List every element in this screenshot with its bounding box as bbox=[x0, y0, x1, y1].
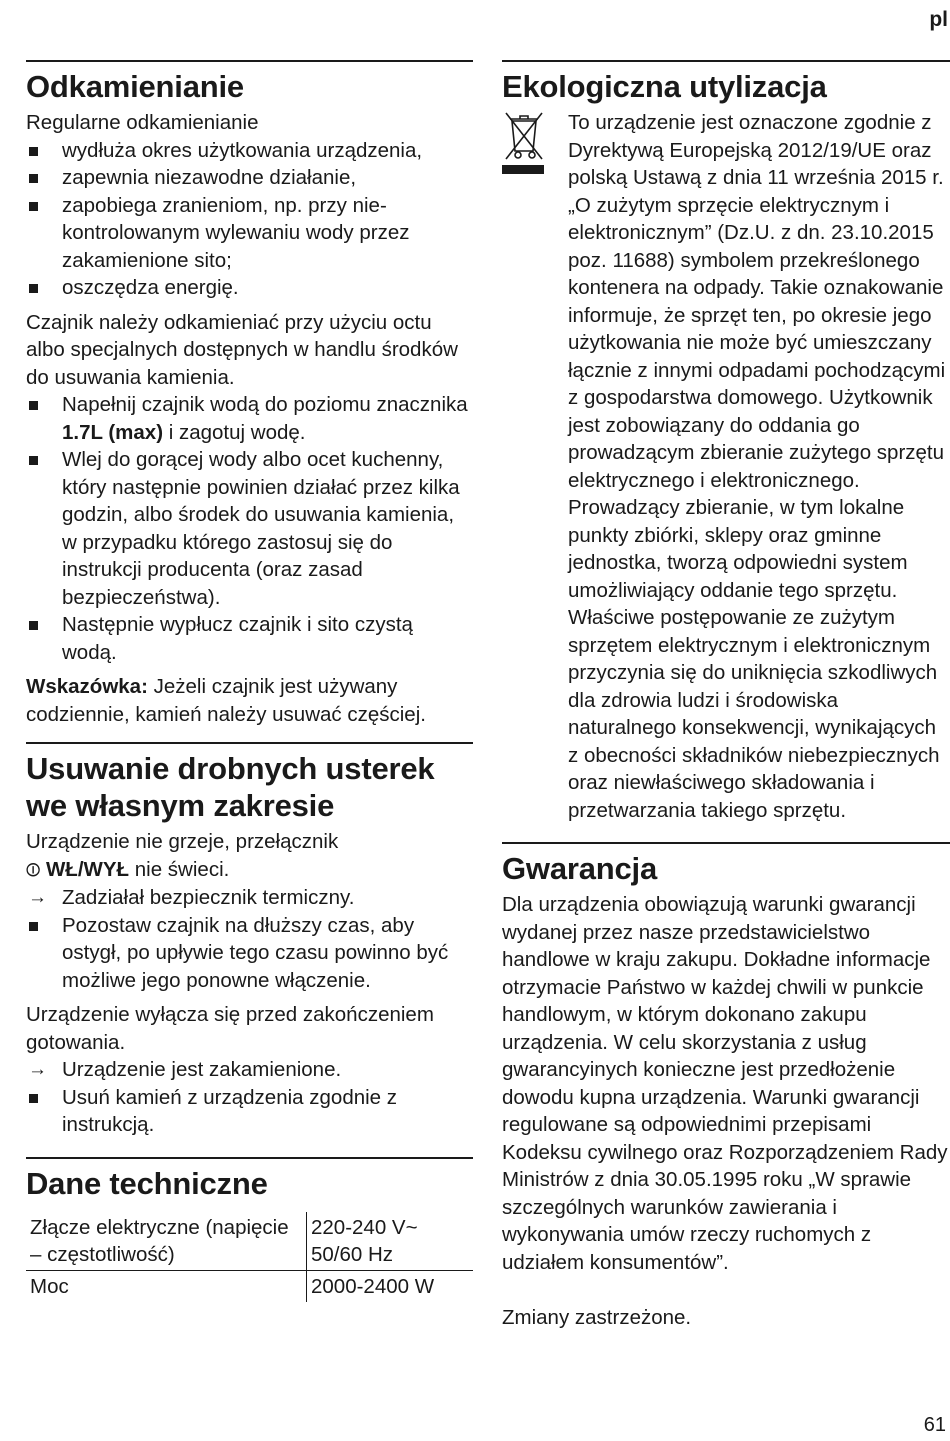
list-item: zapewnia niezawodne działanie, bbox=[26, 164, 473, 192]
table-row: Moc 2000-2400 W bbox=[26, 1270, 473, 1302]
tip-label: Wskazówka: bbox=[26, 675, 148, 698]
disposal-text: To urządzenie jest oznaczone zgodnie z Dyrektywą Europejską 2012/19/UE oraz polską Ustawą z dnia 11 września 2015 r. „O zużytym sprzęcie elektrycznym i elektronicznym” (Dz.U. z dn. 23.10.2015 poz. 11688) symbolem przekreślonego kontenera na odpady. Takie oznakowanie informuje, że sprzęt ten, po okresie jego użytkowania nie może być umieszczany łącznie z innymi odpadami pochodzącymi z gospodarstwa domowego. Użytkownik jest zobowiązany do oddania go prowadzącym zbieranie zużytego sprzętu elektrycznego i elektronicznego. Prowadzący zbieranie, w tym lokalne punkty zbiórki, sklepy oraz gminne jednostka, tworzą odpowiedni system umożliwiający oddanie tego sprzętu. Właściwe postępowanie ze zużytym sprzętem elektrycznym i elektronicznym przyczynia się do uniknięcia szkodliwych dla zdrowia ludzi i środowiska naturalnego konsekwencji, wynikających z obecności składników niebezpiecznych oraz niewłaściwego składowania i przetwarzania takiego sprzętu. bbox=[568, 111, 946, 822]
arrow-right-icon: → bbox=[28, 887, 47, 908]
max-mark-label: 1.7L (max) bbox=[62, 420, 164, 444]
problem-2: Urządzenie wyłącza się przed zakończeniem gotowania. bbox=[26, 1003, 434, 1054]
section-divider bbox=[26, 60, 473, 62]
section-troubleshooting bbox=[26, 742, 473, 1139]
section-title: Dane techniczne bbox=[26, 1165, 268, 1201]
language-code: pl bbox=[929, 8, 948, 31]
fix-item: Pozostaw czajnik na dłuższy czas, aby ostygł, po upływie tego czasu powinno być możliwe jego ponowne włączenie. bbox=[26, 912, 473, 995]
changes-note: Zmiany zastrzeżone. bbox=[502, 1306, 692, 1329]
list-item: Napełnij czajnik wodą do poziomu znacznika 1.7L (max) i zagotuj wodę. bbox=[26, 391, 473, 446]
crossed-bin-icon bbox=[502, 111, 546, 161]
warranty-text: Dla urządzenia obowiązują warunki gwarancji wydanej przez nasze przedstawicielstwo handlowe w kraju zakupu. Dokładne informacje otrzymacie Państwo w każdej chwili w punkcie handlowym, w którym dokonano zakupu urządzenia. W celu skorzystania z usług gwarancyinych konieczne jest przedłożenie dowodu kupna urządzenia. Warunki gwarancji regulowane są odpowiednimi przepisami Kodeksu cywilnego oraz Rozporządzeniem Rady Ministrów z dnia 30.05.1995 roku „W sprawie szczególnych warunków zawierania i wykonywania umów rzeczy ruchomych z udziałem konsumentów”. bbox=[502, 893, 948, 1274]
descaling-benefits-list bbox=[26, 137, 473, 302]
cause-item: → Zadziałał bezpiecznik termiczny. bbox=[26, 884, 473, 912]
section-descaling bbox=[26, 60, 473, 728]
cause-item: → Urządzenie jest zakamienione. bbox=[26, 1056, 473, 1084]
section-divider bbox=[26, 742, 473, 744]
descaling-intro: Regularne odkamienianie bbox=[26, 111, 259, 134]
list-item: wydłuża okres użytkowania urządzenia, bbox=[26, 137, 473, 165]
descaling-steps-list bbox=[26, 391, 473, 666]
list-item: zapobiega zranieniom, np. przy nie-kontrolowanym wylewaniu wody przez zakamienione sito; bbox=[26, 192, 473, 275]
list-item: oszczędza energię. bbox=[26, 274, 473, 302]
section-title: Usuwanie drobnych usterek we własnym zakresie bbox=[26, 751, 435, 823]
section-disposal bbox=[502, 60, 950, 824]
left-column bbox=[26, 60, 473, 1312]
section-divider bbox=[26, 1157, 473, 1159]
tip-note: Wskazówka: Jeżeli czajnik jest używany codziennie, kamień należy usuwać częściej. bbox=[26, 675, 426, 726]
power-icon: ⏼ bbox=[26, 859, 41, 880]
table-row: Złącze elektryczne (napięcie – częstotliwość) 220-240 V~ 50/60 Hz bbox=[26, 1212, 473, 1271]
descaling-paragraph: Czajnik należy odkamieniać przy użyciu octu albo specjalnych dostępnych w handlu środków do usuwania kamienia. bbox=[26, 310, 458, 389]
fix-item: Usuń kamień z urządzenia zgodnie z instrukcją. bbox=[26, 1084, 473, 1139]
arrow-right-icon: → bbox=[28, 1059, 47, 1080]
section-title: Ekologiczna utylizacja bbox=[502, 69, 827, 104]
right-column bbox=[502, 60, 950, 1342]
bin-underline-bar bbox=[502, 165, 544, 174]
tech-data-table bbox=[26, 1212, 473, 1302]
problem-1: Urządzenie nie grzeje, przełącznik ⏼ WŁ/WYŁ nie świeci. bbox=[26, 828, 473, 884]
page-number: 61 bbox=[923, 1414, 946, 1436]
section-title: Odkamienianie bbox=[26, 69, 244, 104]
list-item: Następnie wypłucz czajnik i sito czystą wodą. bbox=[26, 611, 473, 666]
section-title: Gwarancja bbox=[502, 851, 658, 886]
list-item: Wlej do gorącej wody albo ocet kuchenny, który następnie powinien działać przez kilka godzin, albo środek do usuwania kamienia, w przypadku którego zastosuj się do instrukcji producenta (oraz zasad bezpieczeństwa). bbox=[26, 446, 473, 611]
section-tech-data bbox=[26, 1157, 473, 1302]
section-divider bbox=[502, 842, 950, 844]
section-divider bbox=[502, 60, 950, 62]
section-warranty bbox=[502, 842, 950, 1332]
